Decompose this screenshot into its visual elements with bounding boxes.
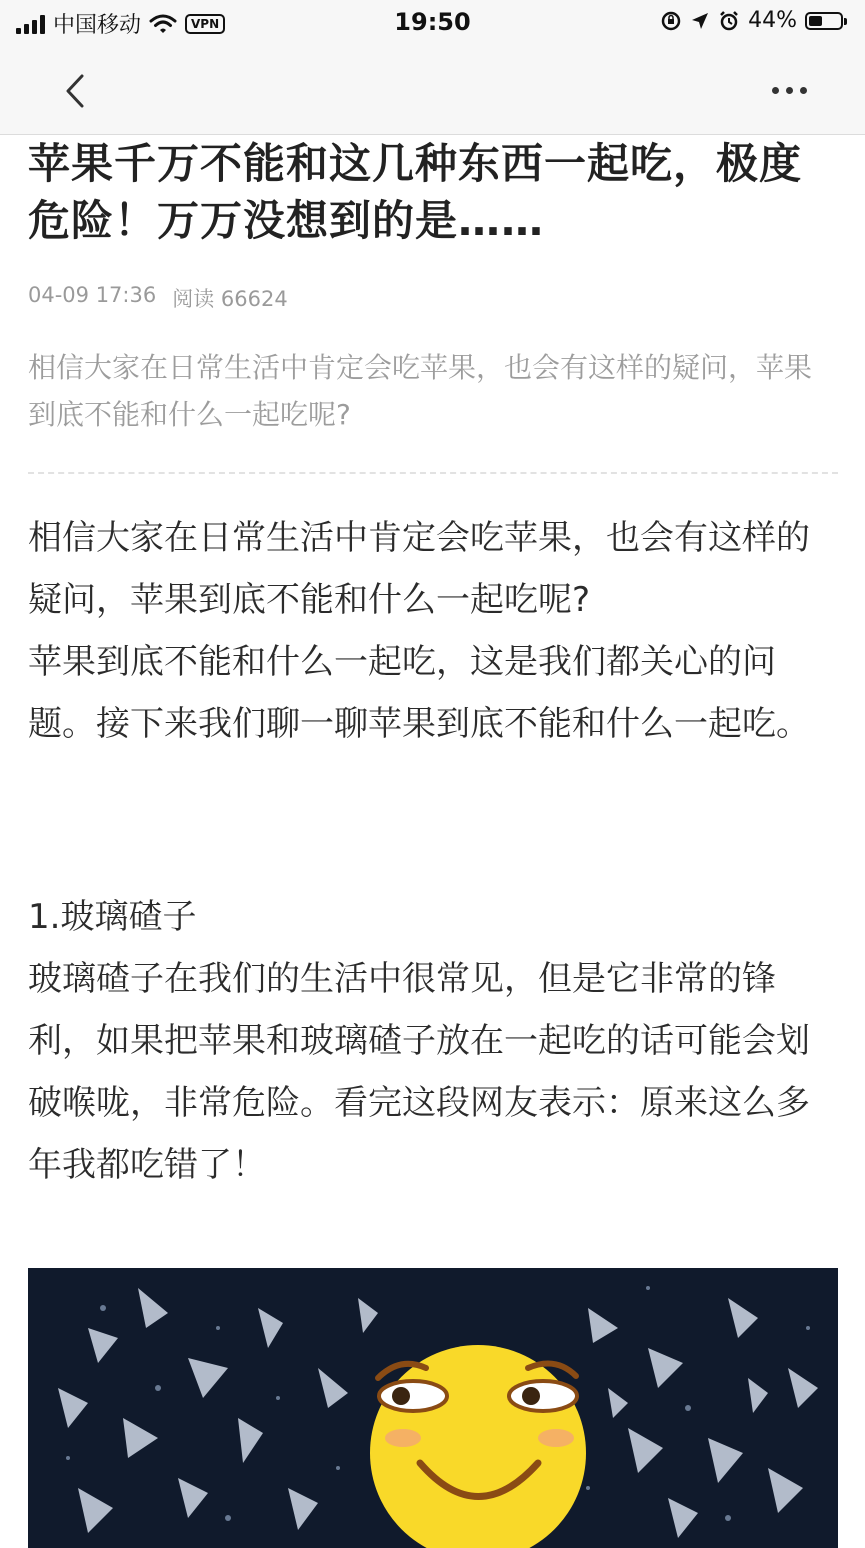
battery-icon [805,12,843,30]
article-image[interactable] [28,1268,838,1548]
vpn-badge: VPN [185,14,225,34]
article-summary: 相信大家在日常生活中肯定会吃苹果，也会有这样的疑问，苹果到底不能和什么一起吃呢? [28,351,813,431]
broken-glass-image [28,1268,838,1548]
nav-bar [0,46,865,135]
more-dot [772,87,779,94]
more-dot [786,87,793,94]
carrier-label: 中国移动 [53,13,142,38]
chevron-left-icon [63,73,87,109]
more-dot [800,87,807,94]
battery-percent: 44% [748,8,797,33]
status-right [660,8,843,33]
alarm-icon [718,10,740,32]
location-arrow-icon [690,11,710,31]
clock: 19:50 [394,8,471,36]
divider [28,472,838,474]
rotation-lock-icon [660,10,682,32]
section-heading: 1.玻璃碴子 [28,897,197,937]
intro-paragraph [28,507,838,755]
article-title: 苹果千万不能和这几种东西一起吃，极度危险！万万没想到的是…… [28,139,803,245]
section-1 [28,886,838,1196]
article-meta [28,283,288,313]
more-button[interactable] [759,72,819,108]
back-button[interactable] [50,66,100,116]
section-body: 玻璃碴子在我们的生活中很常见，但是它非常的锋利，如果把苹果和玻璃碴子放在一起吃的话可能会划破喉咙，非常危险。看完这段网友表示：原来这么多年我都吃错了！ [28,959,810,1185]
publish-date: 04-09 17:36 [28,283,157,307]
read-count: 阅读 66624 [172,287,288,311]
status-bar [0,0,865,46]
intro-line: 苹果到底不能和什么一起吃，这是我们都关心的问题。接下来我们聊一聊苹果到底不能和什么一起吃。 [28,642,810,744]
battery-fill [809,16,822,26]
intro-line: 相信大家在日常生活中肯定会吃苹果，也会有这样的疑问，苹果到底不能和什么一起吃呢? [28,518,810,620]
